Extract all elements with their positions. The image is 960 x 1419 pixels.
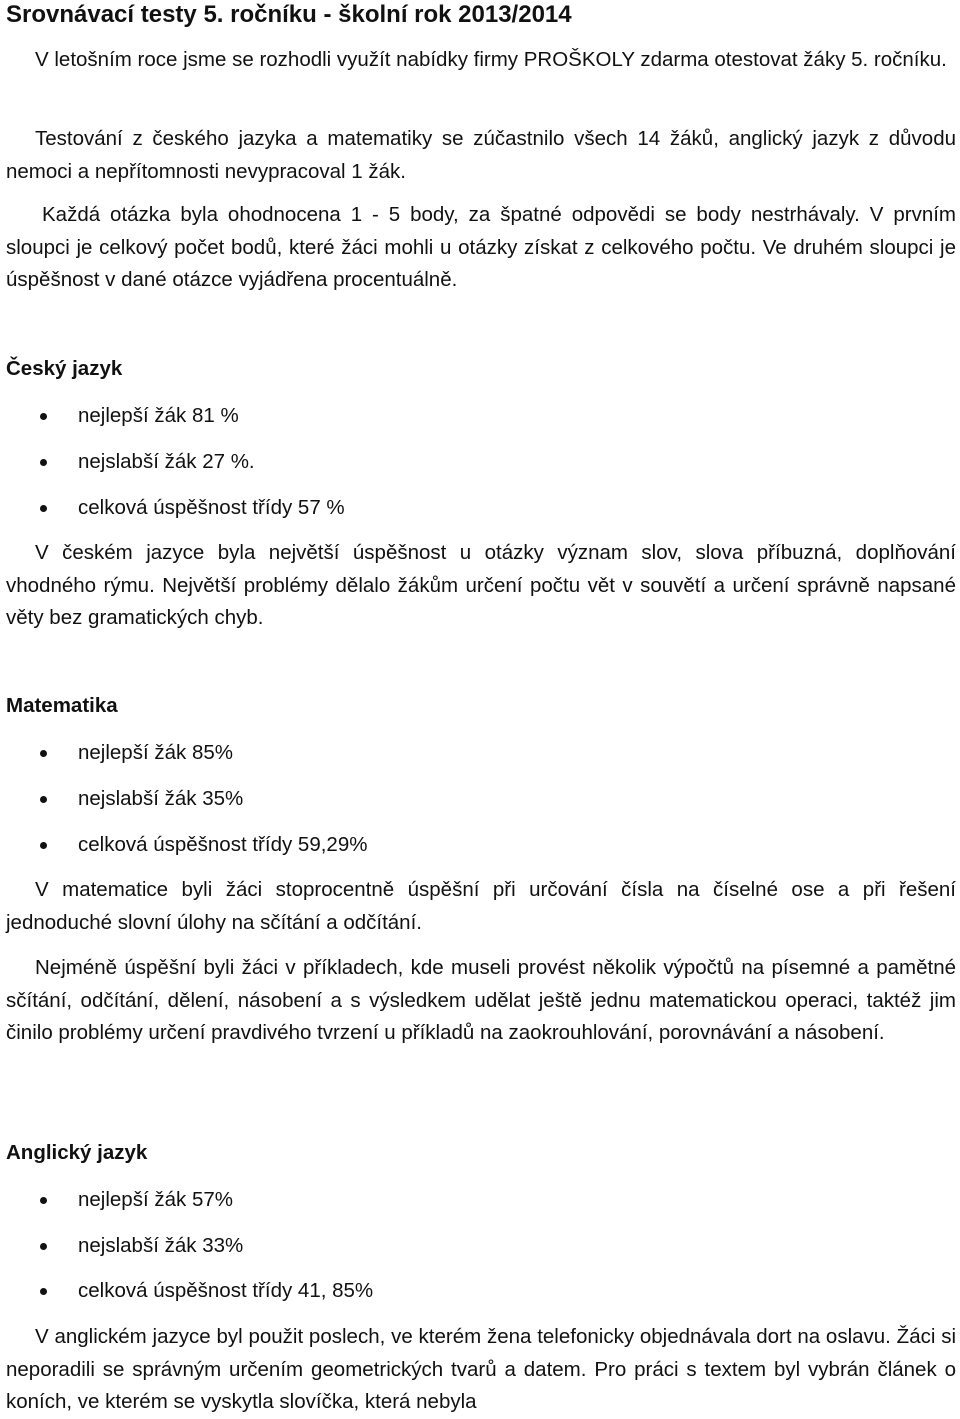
- section-heading-english: Anglický jazyk: [6, 1141, 148, 1164]
- bullet-icon: [40, 796, 47, 803]
- bullet-icon: [40, 750, 47, 757]
- section-heading-czech: Český jazyk: [6, 357, 123, 380]
- list-item-text: nejslabší žák 27 %.: [78, 450, 255, 473]
- bullet-icon: [40, 1243, 47, 1250]
- intro-paragraph-offer: V letošním roce jsme se rozhodli využít nabídky firmy PROŠKOLY zdarma otestovat žáky 5. ročníku.: [35, 48, 947, 71]
- list-item-math-best: [40, 738, 233, 768]
- list-item-english-best: [40, 1185, 233, 1215]
- intro-paragraph-scoring: Každá otázka byla ohodnocena 1 - 5 body, za špatné odpovědi se body nestrhávaly. V prvním sloupci je celkový počet bodů, které žáci mohli u otázky získat z celkového počtu. Ve druhém sloupci je úspěšnost v dané otázce vyjádřena procentuálně.: [6, 203, 956, 291]
- list-item-text: nejlepší žák 81 %: [78, 404, 239, 427]
- bullet-icon: [40, 842, 47, 849]
- section-heading-math: Matematika: [6, 694, 118, 717]
- bullet-icon: [40, 413, 47, 420]
- list-item-text: nejlepší žák 57%: [78, 1188, 233, 1211]
- english-summary-paragraph: V anglickém jazyce byl použit poslech, ve kterém žena telefonicky objednávala dort na oslavu. Žáci si neporadili se správným určením geometrických tvarů a datem. Pro práci s textem byl vybrán článek o koních, ve kterém se vyskytla slovíčka, která nebyla: [6, 1325, 956, 1413]
- bullet-icon: [40, 1288, 47, 1295]
- list-item-czech-best: [40, 401, 239, 431]
- math-success-paragraph: V matematice byli žáci stoprocentně úspěšní při určování čísla na číselné ose a při řešení jednoduché slovní úlohy na sčítání a odčítání.: [6, 878, 956, 934]
- bullet-icon: [40, 459, 47, 466]
- bullet-icon: [40, 505, 47, 512]
- list-item-english-class: [40, 1276, 373, 1306]
- list-item-english-worst: [40, 1231, 243, 1261]
- list-item-czech-class: [40, 493, 345, 523]
- list-item-text: nejslabší žák 35%: [78, 787, 244, 810]
- bullet-icon: [40, 1197, 47, 1204]
- list-item-math-class: [40, 830, 367, 860]
- list-item-text: celková úspěšnost třídy 59,29%: [78, 833, 368, 856]
- czech-summary-paragraph: V českém jazyce byla největší úspěšnost u otázky význam slov, slova příbuzná, doplňování vhodného rýmu. Největší problémy dělalo žákům určení počtu vět v souvětí a určení správně napsané věty bez gramatických chyb.: [6, 541, 956, 629]
- list-item-text: celková úspěšnost třídy 41, 85%: [78, 1279, 374, 1302]
- document-title: Srovnávací testy 5. ročníku - školní rok 2013/2014: [6, 1, 572, 28]
- math-problems-paragraph: Nejméně úspěšní byli žáci v příkladech, kde museli provést několik výpočtů na písemné a pamětné sčítání, odčítání, dělení, násobení a s výsledkem udělat ještě jednu matematickou operaci, taktéž jim činilo problémy určení pravdivého tvrzení u příkladů na zaokrouhlování, porovnávání a násobení.: [6, 956, 956, 1044]
- list-item-czech-worst: [40, 447, 255, 477]
- list-item-math-worst: [40, 784, 243, 814]
- intro-paragraph-participation: Testování z českého jazyka a matematiky se zúčastnilo všech 14 žáků, anglický jazyk z důvodu nemoci a nepřítomnosti nevypracoval 1 žák.: [6, 127, 956, 183]
- list-item-text: celková úspěšnost třídy 57 %: [78, 496, 345, 519]
- list-item-text: nejslabší žák 33%: [78, 1234, 244, 1257]
- list-item-text: nejlepší žák 85%: [78, 741, 233, 764]
